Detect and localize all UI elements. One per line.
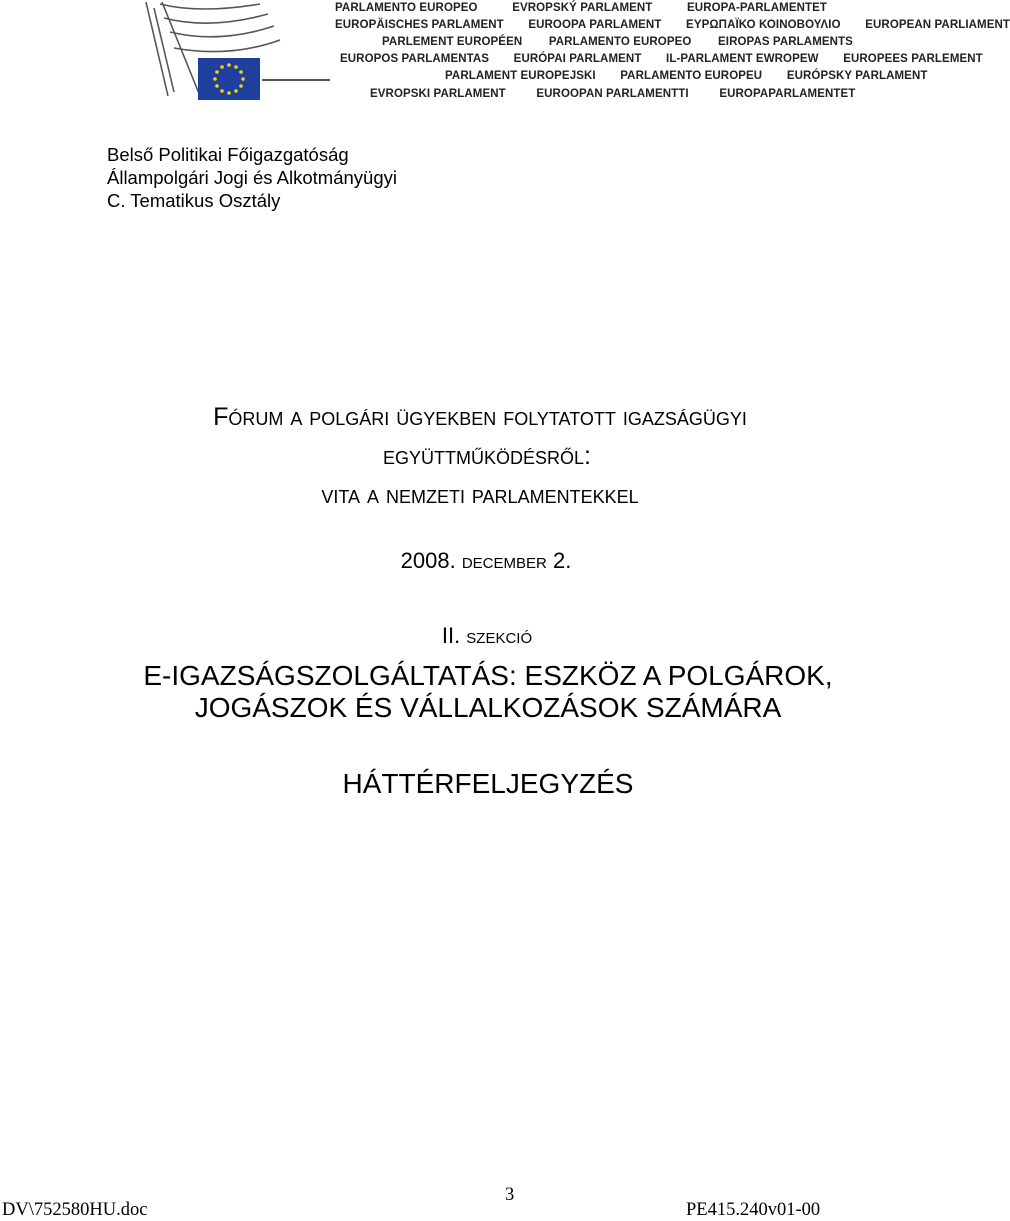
logo-text: EUROPEES PARLEMENT [843,53,983,65]
logo-text: EVROPSKI PARLAMENT [370,88,506,100]
logo-text: EUROPA-PARLAMENTET [687,2,828,14]
logo-text: ΕΥΡΩΠΑΪΚΟ ΚΟΙΝΟΒΟΥΛΙΟ [686,19,841,31]
logo-text: EURÓPAI PARLAMENT [513,53,642,65]
title-line-3 [0,480,960,510]
session-title-line-2: JOGÁSZOK ÉS VÁLLALKOZÁSOK SZÁMÁRA [194,692,782,723]
logo-text: EURÓPSKY PARLAMENT [786,70,928,82]
document-type: HÁTTÉRFELJEGYZÉS [342,768,634,799]
unit-name: C. Tematikus Osztály [107,190,281,211]
european-parliament-logo [140,0,1010,108]
footer-reference: PE415.240v01-00 [686,1200,821,1220]
logo-text: PARLAMENT EUROPEJSKI [445,70,596,82]
logo-language-row [335,19,1010,31]
department-header [107,143,397,212]
title-line-1-text: órum a polgári ügyekben folytatott igazságügyi [228,403,747,431]
policy-department-name: Állampolgári Jogi és Alkotmányügyi [107,167,397,188]
section-heading [0,623,960,649]
title-line-3-text: vita a nemzeti parlamentekkel [321,481,639,509]
logo-text: PARLEMENT EUROPÉEN [382,36,523,48]
logo-text: EUROOPA PARLAMENT [528,19,662,31]
date-day: 2. [546,548,572,573]
logo-language-row [370,88,855,100]
logo-language-row [382,36,853,48]
logo-text: EVROPSKÝ PARLAMENT [512,2,653,14]
event-date [0,548,960,574]
logo-text: IL-PARLAMENT EWROPEW [666,53,819,65]
footer-page-number: 3 [505,1185,515,1205]
date-month: december [461,548,547,573]
title-line-1 [0,402,960,432]
logo-text: EUROOPAN PARLAMENTTI [536,88,689,100]
section-label: szekció [466,623,533,648]
logo-text: EUROPOS PARLAMENTAS [340,53,490,65]
logo-language-row [445,70,927,82]
session-title [0,660,960,724]
title-colon: : [584,442,591,470]
title-initial: F [213,403,229,431]
session-title-line-1: E-IGAZSÁGSZOLGÁLTATÁS: ESZKÖZ A POLGÁROK, [143,660,833,691]
directorate-name: Belső Politikai Főigazgatóság [107,144,349,165]
logo-text: EUROPÄISCHES PARLAMENT [335,19,504,31]
logo-language-row [340,53,983,65]
logo-text: PARLAMENTO EUROPEO [548,36,692,48]
logo-text: EIROPAS PARLAMENTS [718,36,853,48]
logo-text: EUROPEAN PARLIAMENT [865,19,1010,31]
section-number: II. [441,623,467,648]
date-year: 2008. [400,548,462,573]
logo-text: EUROPAPARLAMENTET [719,88,856,100]
logo-text: PARLAMENTO EUROPEO [335,2,478,14]
title-line-2 [0,441,960,471]
title-line-2-text: együttműködésről [383,442,585,470]
logo-text: PARLAMENTO EUROPEU [620,70,763,82]
parliament-emblem-icon [140,0,330,104]
logo-language-row [335,2,827,14]
document-title [0,402,960,510]
footer-filename: DV\752580HU.doc [2,1200,148,1220]
